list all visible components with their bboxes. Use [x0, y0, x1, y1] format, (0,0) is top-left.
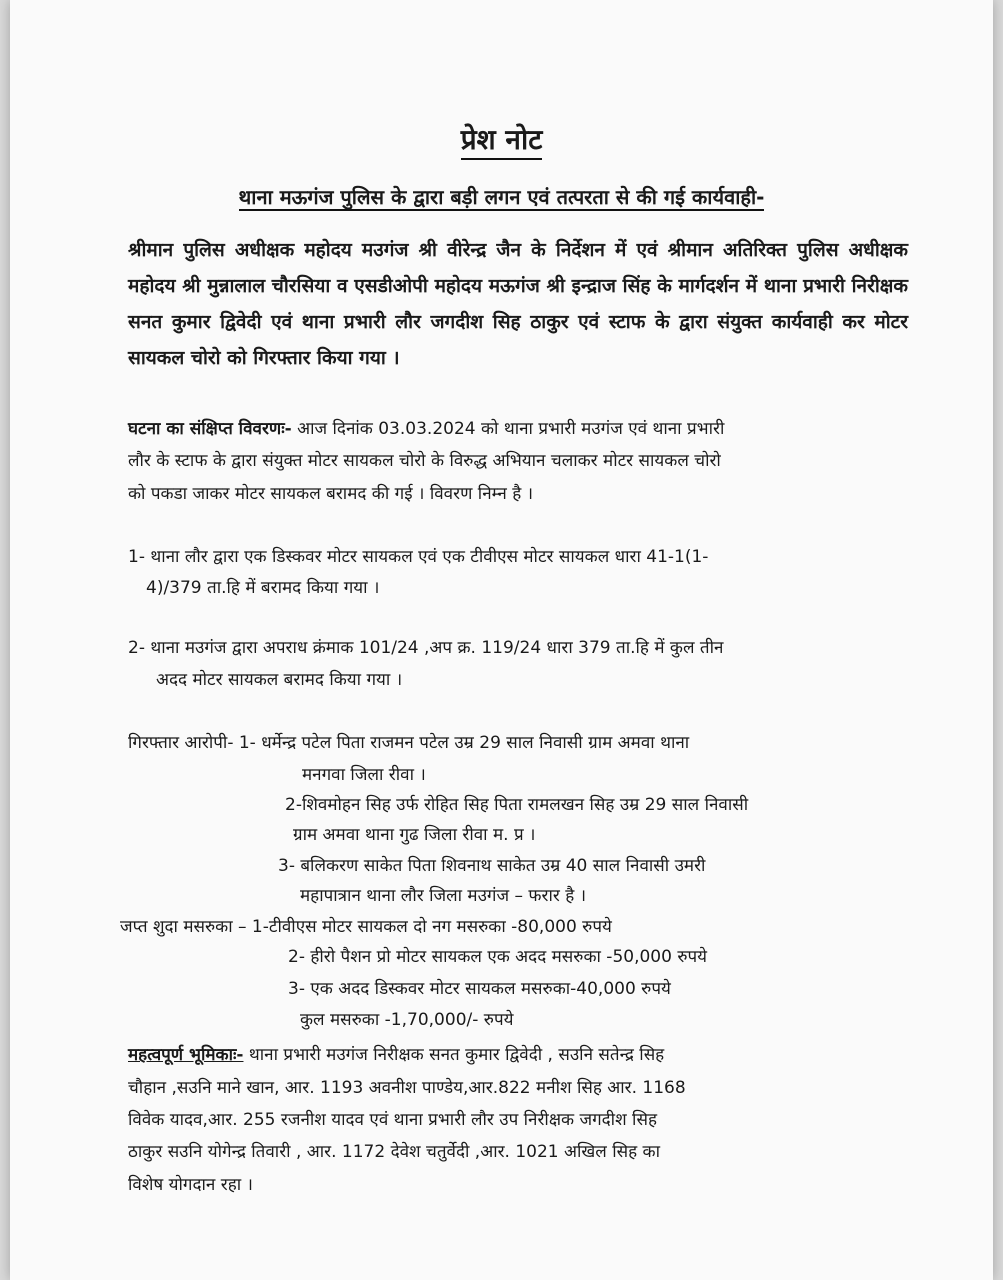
item-1-line-1: 1- थाना लौर द्वारा एक डिस्कवर मोटर सायकल एवं एक टीवीएस मोटर सायकल धारा 41-1(1-	[128, 547, 709, 567]
accused-2-line-2: ग्राम अमवा थाना गुढ जिला रीवा म. प्र ।	[293, 825, 536, 845]
role-line-4: ठाकुर सउनि योगेन्द्र तिवारी , आर. 1172 देवेश चतुर्वेदी ,आर. 1021 अखिल सिह का	[128, 1142, 661, 1162]
accused-1-line-1: गिरफ्तार आरोपी- 1- धर्मेन्द्र पटेल पिता राजमन पटेल उम्र 29 साल निवासी ग्राम अमवा थाना	[128, 733, 690, 753]
item-2-line-2: अदद मोटर सायकल बरामद किया गया ।	[156, 670, 403, 690]
accused-3-line-2: महापात्रान थाना लौर जिला मउगंज – फरार है ।	[300, 886, 587, 906]
accused-3-line-1: 3- बलिकरण साकेत पिता शिवनाथ साकेत उम्र 40 साल निवासी उमरी	[278, 856, 706, 876]
role-line-3: विवेक यादव,आर. 255 रजनीश यादव एवं थाना प्रभारी लौर उप निरीक्षक जगदीश सिह	[128, 1110, 657, 1130]
seized-3: 3- एक अदद डिस्कवर मोटर सायकल मसरुका-40,000 रुपये	[288, 979, 671, 999]
accused-2-line-1: 2-शिवमोहन सिह उर्फ रोहित सिह पिता रामलखन सिह उम्र 29 साल निवासी	[285, 795, 749, 815]
intro-paragraph: श्रीमान पुलिस अधीक्षक महोदय मउगंज श्री वीरेन्द्र जैन के निर्देशन में एवं श्रीमान अतिरिक्त पुलिस अधीक्षक महोदय श्री मुन्नालाल चौरसिया व एसडीओपी महोदय मऊगंज श्री इन्द्राज सिंह के मार्गदर्शन में थाना प्रभारी निरीक्षक सनत कुमार द्विवेदी एवं थाना प्रभारी लौर जगदीश सिह ठाकुर एवं स्टाफ के द्वारा संयुक्त कार्यवाही कर मोटर सायकल चोरो को गिरफ्तार किया गया ।	[128, 239, 908, 369]
item-2-line-1: 2- थाना मउगंज द्वारा अपराध क्रंमाक 101/24 ,अप क्र. 119/24 धारा 379 ता.हि में कुल तीन	[128, 638, 724, 658]
summary-line-3: को पकडा जाकर मोटर सायकल बरामद की गई । विवरण निम्न है ।	[128, 484, 534, 504]
seized-1: जप्त शुदा मसरुका – 1-टीवीएस मोटर सायकल दो नग मसरुका -80,000 रुपये	[120, 917, 612, 937]
summary-line-2: लौर के स्टाफ के द्वारा संयुक्त मोटर सायकल चोरो के विरुद्ध अभियान चलाकर मोटर सायकल चोरो	[128, 451, 721, 471]
seized-2: 2- हीरो पैशन प्रो मोटर सायकल एक अदद मसरुका -50,000 रुपये	[288, 947, 708, 967]
document-page	[10, 0, 993, 1280]
press-note-title: प्रेश नोट	[10, 120, 993, 158]
role-line-1: महत्वपूर्ण भूमिकाः- थाना प्रभारी मउगंज निरीक्षक सनत कुमार द्विवेदी , सउनि सतेन्द्र सिह	[128, 1045, 665, 1065]
accused-1-line-2: मनगवा जिला रीवा ।	[302, 765, 426, 785]
subtitle-heading: थाना मऊगंज पुलिस के द्वारा बड़ी लगन एवं तत्परता से की गई कार्यवाही-	[238, 185, 765, 209]
item-1-line-2: 4)/379 ता.हि में बरामद किया गया ।	[146, 578, 380, 598]
summary-line-1: घटना का संक्षिप्त विवरणः- आज दिनांक 03.03.2024 को थाना प्रभारी मउगंज एवं थाना प्रभारी	[128, 419, 725, 439]
role-line-2: चौहान ,सउनि माने खान, आर. 1193 अवनीश पाण्डेय,आर.822 मनीश सिह आर. 1168	[128, 1078, 686, 1098]
seized-total: कुल मसरुका -1,70,000/- रुपये	[300, 1010, 514, 1030]
role-line-5: विशेष योगदान रहा ।	[128, 1175, 253, 1195]
